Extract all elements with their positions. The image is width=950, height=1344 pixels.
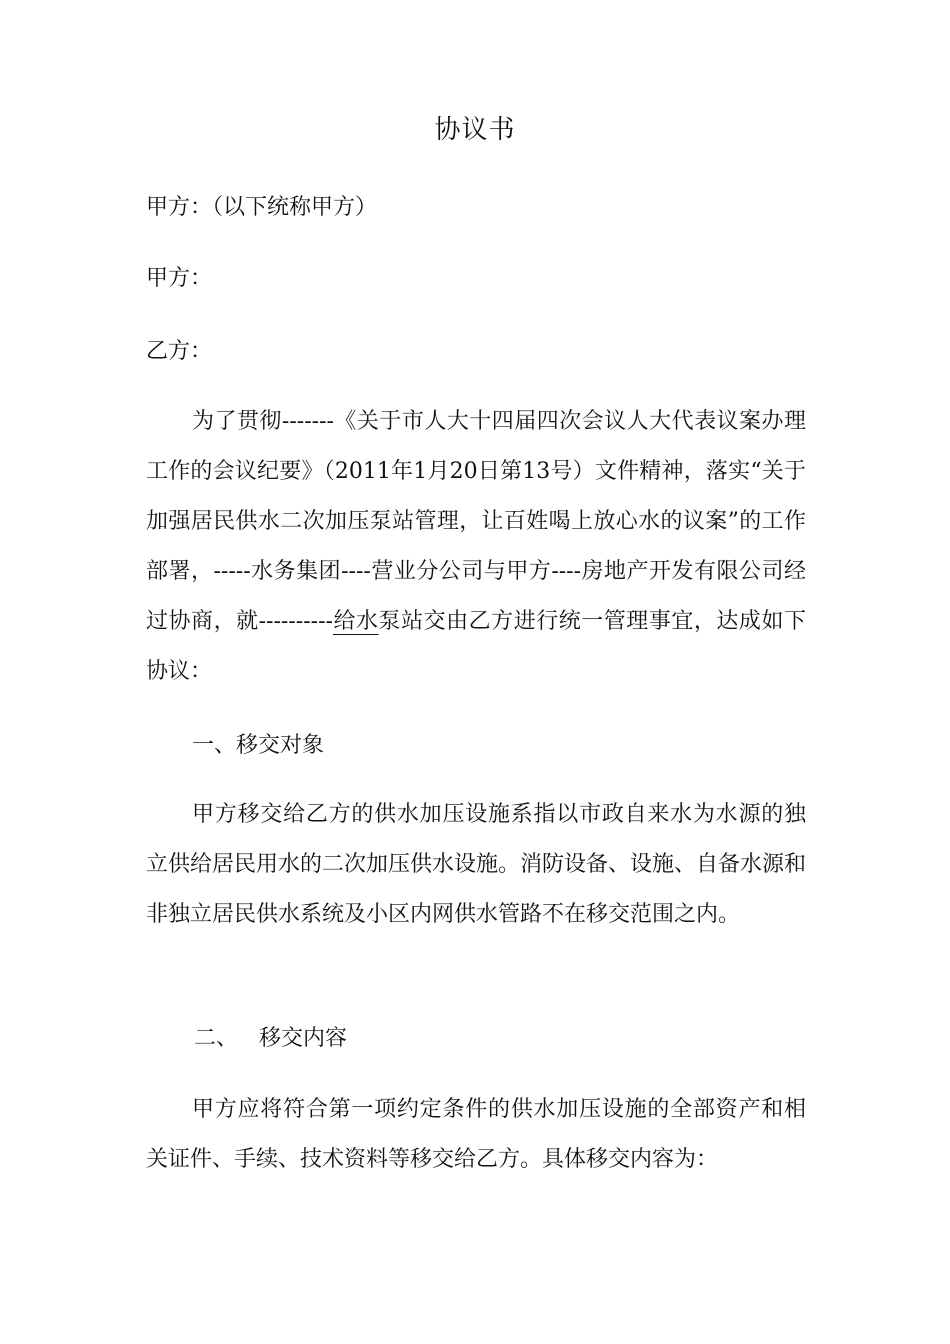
section-2-number: 二、	[194, 1026, 239, 1051]
party-b-label: 乙方：	[146, 339, 213, 364]
preamble-text-1: 为了贯彻-------《关于市人大十四届四次会议人大代表议案办理工作的会议纪要》（2011年1月20日第13号）文件精神，落实“关于加强居民供水二次加压泵站管理，让百姓喝上放心水的议案”的工作部署，-----水务集团----营业分公司与甲方----房地产开发有限公司经过协商，就----------	[146, 409, 806, 634]
section-1-title: 移交对象	[236, 733, 325, 758]
preamble-underlined-text: 给水	[332, 609, 379, 634]
section-2-heading	[194, 1023, 347, 1055]
section-1-body: 甲方移交给乙方的供水加压设施系指以市政自来水为水源的独立供给居民用水的二次加压供水设施。消防设备、设施、自备水源和非独立居民供水系统及小区内网供水管路不在移交范围之内。	[146, 802, 807, 927]
party-a-intro: 甲方：（以下统称甲方）	[146, 195, 378, 220]
document-title: 协议书	[434, 115, 516, 145]
section-1-heading	[192, 730, 324, 762]
section-2-body: 甲方应将符合第一项约定条件的供水加压设施的全部资产和相关证件、手续、技术资料等移交给乙方。具体移交内容为：	[146, 1097, 806, 1172]
party-a-label: 甲方：	[146, 266, 213, 291]
section-1-number: 一、	[192, 733, 237, 758]
preamble-paragraph	[146, 397, 806, 697]
section-2-title: 移交内容	[259, 1026, 348, 1051]
preamble-text-2: 泵站交由乙方进行统一管理事宜，达成如下协议：	[146, 609, 806, 684]
